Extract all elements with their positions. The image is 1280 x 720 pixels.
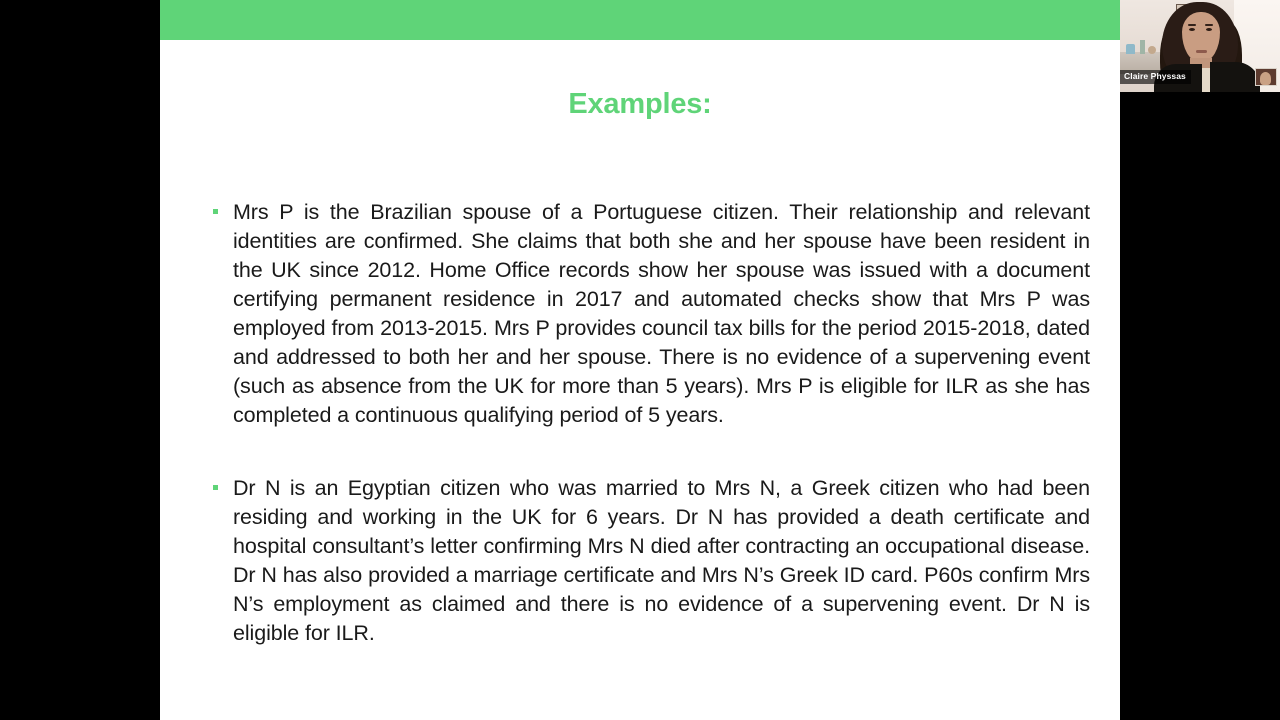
speaker-eyebrow-left: [1188, 24, 1196, 26]
slide-bullet-2: [205, 474, 1090, 648]
slide-title: Examples:: [568, 88, 712, 120]
self-view-thumbnail[interactable]: [1255, 68, 1277, 86]
participant-name-label: Claire Physsas: [1120, 70, 1191, 84]
slide-accent-bar: [160, 0, 1120, 40]
presentation-slide: [160, 0, 1120, 720]
slide-bullet-1-text: Mrs P is the Brazilian spouse of a Portuguese citizen. Their relationship and relevant identities are confirmed. She claims that both she and her spouse have been resident in the UK since 2012. Home Office records show her spouse was issued with a document certifying permanent residence in 2017 and automated checks show that Mrs P was employed from 2013-2015. Mrs P provides council tax bills for the period 2015-2018, dated and addressed to both her and her spouse. There is no evidence of a supervening event (such as absence from the UK for more than 5 years). Mrs P is eligible for ILR as she has completed a continuous qualifying period of 5 years.: [233, 200, 1090, 427]
speaker-eye-right: [1206, 28, 1212, 31]
background-object: [1140, 40, 1145, 54]
slide-bullet-2-text: Dr N is an Egyptian citizen who was married to Mrs N, a Greek citizen who had been residing and working in the UK for 6 years. Dr N has provided a death certificate and hospital consultant’s letter confirming Mrs N died after contracting an occupational disease. Dr N has also provided a marriage certificate and Mrs N’s Greek ID card. P60s confirm Mrs N’s employment as claimed and there is no evidence of a supervening event. Dr N is eligible for ILR.: [233, 476, 1090, 645]
background-object: [1126, 44, 1135, 54]
speaker-eye-left: [1189, 28, 1195, 31]
background-object: [1148, 46, 1156, 54]
slide-bullet-1: [205, 198, 1090, 430]
bullet-marker-icon: [213, 485, 218, 490]
slide-body: [205, 198, 1090, 648]
webcam-video-tile[interactable]: [1120, 0, 1280, 92]
bullet-marker-icon: [213, 209, 218, 214]
speaker-eyebrow-right: [1205, 24, 1213, 26]
speaker-mouth: [1196, 50, 1207, 53]
